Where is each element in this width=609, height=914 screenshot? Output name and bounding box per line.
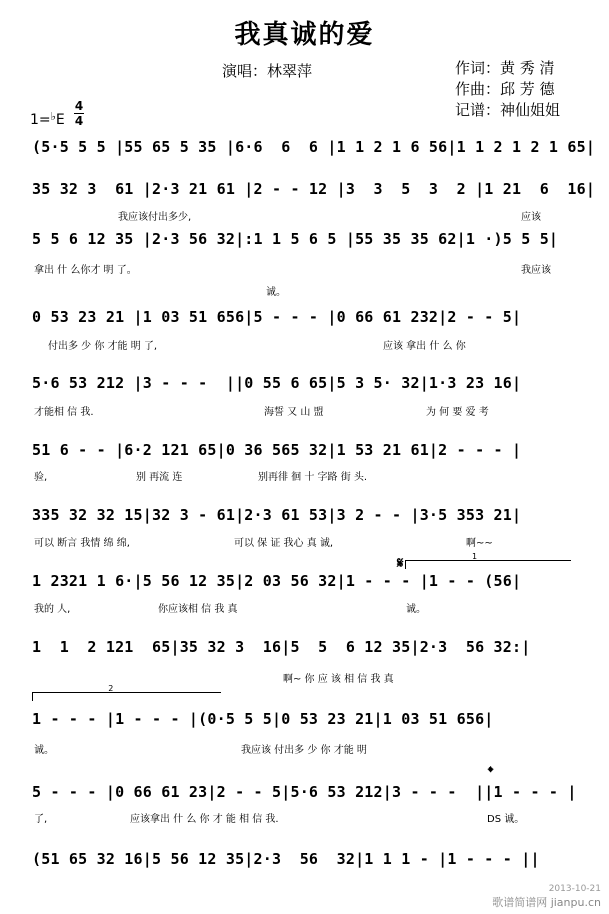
footer-watermark <box>492 884 601 910</box>
lyric-line-8b: 你应该相 信 我 真 <box>158 604 238 615</box>
lyric-line-7c: 啊~~ <box>466 538 493 549</box>
staff-line-1: (5·5 5 5 |55 65 5 35 |6·6 6 6 |1 1 2 1 6 56|1 1 2 1 2 1 65| <box>32 138 596 156</box>
lyric-line-3b: 我应该 <box>521 265 551 276</box>
lyric-line-3c: 诚。 <box>266 287 286 298</box>
lyric-line-4b: 应该 拿出 什 么 你 <box>383 341 466 352</box>
lyric-line-8a: 我的 人, <box>34 604 71 615</box>
lyric-line-2a: 我应该付出多少, <box>118 212 192 223</box>
song-title: 我真诚的爱 <box>234 20 375 50</box>
singer-credit: 演唱：林翠萍 <box>222 62 313 80</box>
staff-line-10: 1 - - - |1 - - - |(0·5 5 5|0 53 23 21|1 03 51 656| <box>32 710 494 728</box>
lyric-line-2b: 应该 <box>521 212 541 223</box>
volta-2: 2 <box>32 692 221 701</box>
footer-date: 2013-10-21 <box>548 884 601 894</box>
staff-line-9: 1 1 2 121 65|35 32 3 16|5 5 6 12 35|2·3 56 32:| <box>32 638 531 656</box>
key-signature: 1=♭E <box>30 110 65 128</box>
staff-line-7: 335 32 32 15|32 3 - 61|2·3 61 53|3 2 - - |3·5 353 21| <box>32 506 522 524</box>
lyric-line-6a: 验, <box>34 472 48 483</box>
lyric-line-5c: 为 何 要 爱 考 <box>426 407 489 418</box>
lyric-line-11c: DS 诚。 <box>487 814 525 825</box>
lyric-line-10b: 我应该 付出多 少 你 才能 明 <box>241 745 367 756</box>
staff-line-11: 5 - - - |0 66 61 23|2 - - 5|5·6 53 212|3 - - - ||1 - - - | <box>32 783 577 801</box>
footer-site: 歌谱简谱网 jianpu.cn <box>492 896 601 909</box>
lyric-line-11a: 了, <box>34 814 48 825</box>
staff-line-3: 5 5 6 12 35 |2·3 56 32|:1 1 5 6 5 |55 35 35 62|1 ·)5 5 5| <box>32 230 559 248</box>
volta-1: 1 <box>405 560 571 569</box>
credits-block <box>455 58 560 121</box>
lyric-line-3a: 拿出 什 么你才 明 了。 <box>34 265 137 276</box>
staff-line-2: 35 32 3 61 |2·3 21 61 |2 - - 12 |3 3 5 3 2 |1 21 6 16| <box>32 180 596 198</box>
time-signature: 4 4 <box>74 99 84 128</box>
lyric-line-5b: 海誓 又 山 盟 <box>264 407 324 418</box>
lyric-line-9a: 啊~ 你 应 该 相 信 我 真 <box>283 674 394 685</box>
composer-credit: 作曲：邱 芳 德 <box>455 80 555 98</box>
lyric-line-6b: 别 再流 连 <box>136 472 183 483</box>
staff-line-4: 0 53 23 21 |1 03 51 656|5 - - - |0 66 61 232|2 - - 5| <box>32 308 522 326</box>
flat-icon: ♭ <box>50 110 56 123</box>
staff-line-5: 5·6 53 212 |3 - - - ||0 55 6 65|5 3 5· 32|1·3 23 16| <box>32 374 522 392</box>
staff-line-6: 51 6 - - |6·2 121 65|0 36 565 32|1 53 21 61|2 - - - | <box>32 441 522 459</box>
lyric-line-5a: 才能相 信 我. <box>34 407 94 418</box>
transcriber-credit: 记谱：神仙姐姐 <box>455 101 561 119</box>
lyric-line-4a: 付出多 少 你 才能 明 了, <box>48 341 158 352</box>
coda-icon: 𝄌 <box>488 763 494 781</box>
lyric-line-6c: 别再徘 徊 十 字路 街 头. <box>258 472 368 483</box>
lyric-line-8c: 诚。 <box>406 604 426 615</box>
lyric-line-11b: 应该拿出 什 么 你 才 能 相 信 我. <box>130 814 279 825</box>
staff-line-12: (51 65 32 16|5 56 12 35|2·3 56 32|1 1 1 - |1 - - - || <box>32 850 540 868</box>
segno-icon: 𝄋 <box>397 554 404 572</box>
lyric-line-10a: 诚。 <box>34 745 54 756</box>
staff-line-8: 1 2321 1 6·|5 56 12 35|2 03 56 32|1 - - - |1 - - (56| <box>32 572 522 590</box>
lyricist-credit: 作词：黄 秀 清 <box>455 59 555 77</box>
lyric-line-7b: 可以 保 证 我心 真 诚, <box>234 538 334 549</box>
lyric-line-7a: 可以 断言 我情 绵 绵, <box>34 538 130 549</box>
